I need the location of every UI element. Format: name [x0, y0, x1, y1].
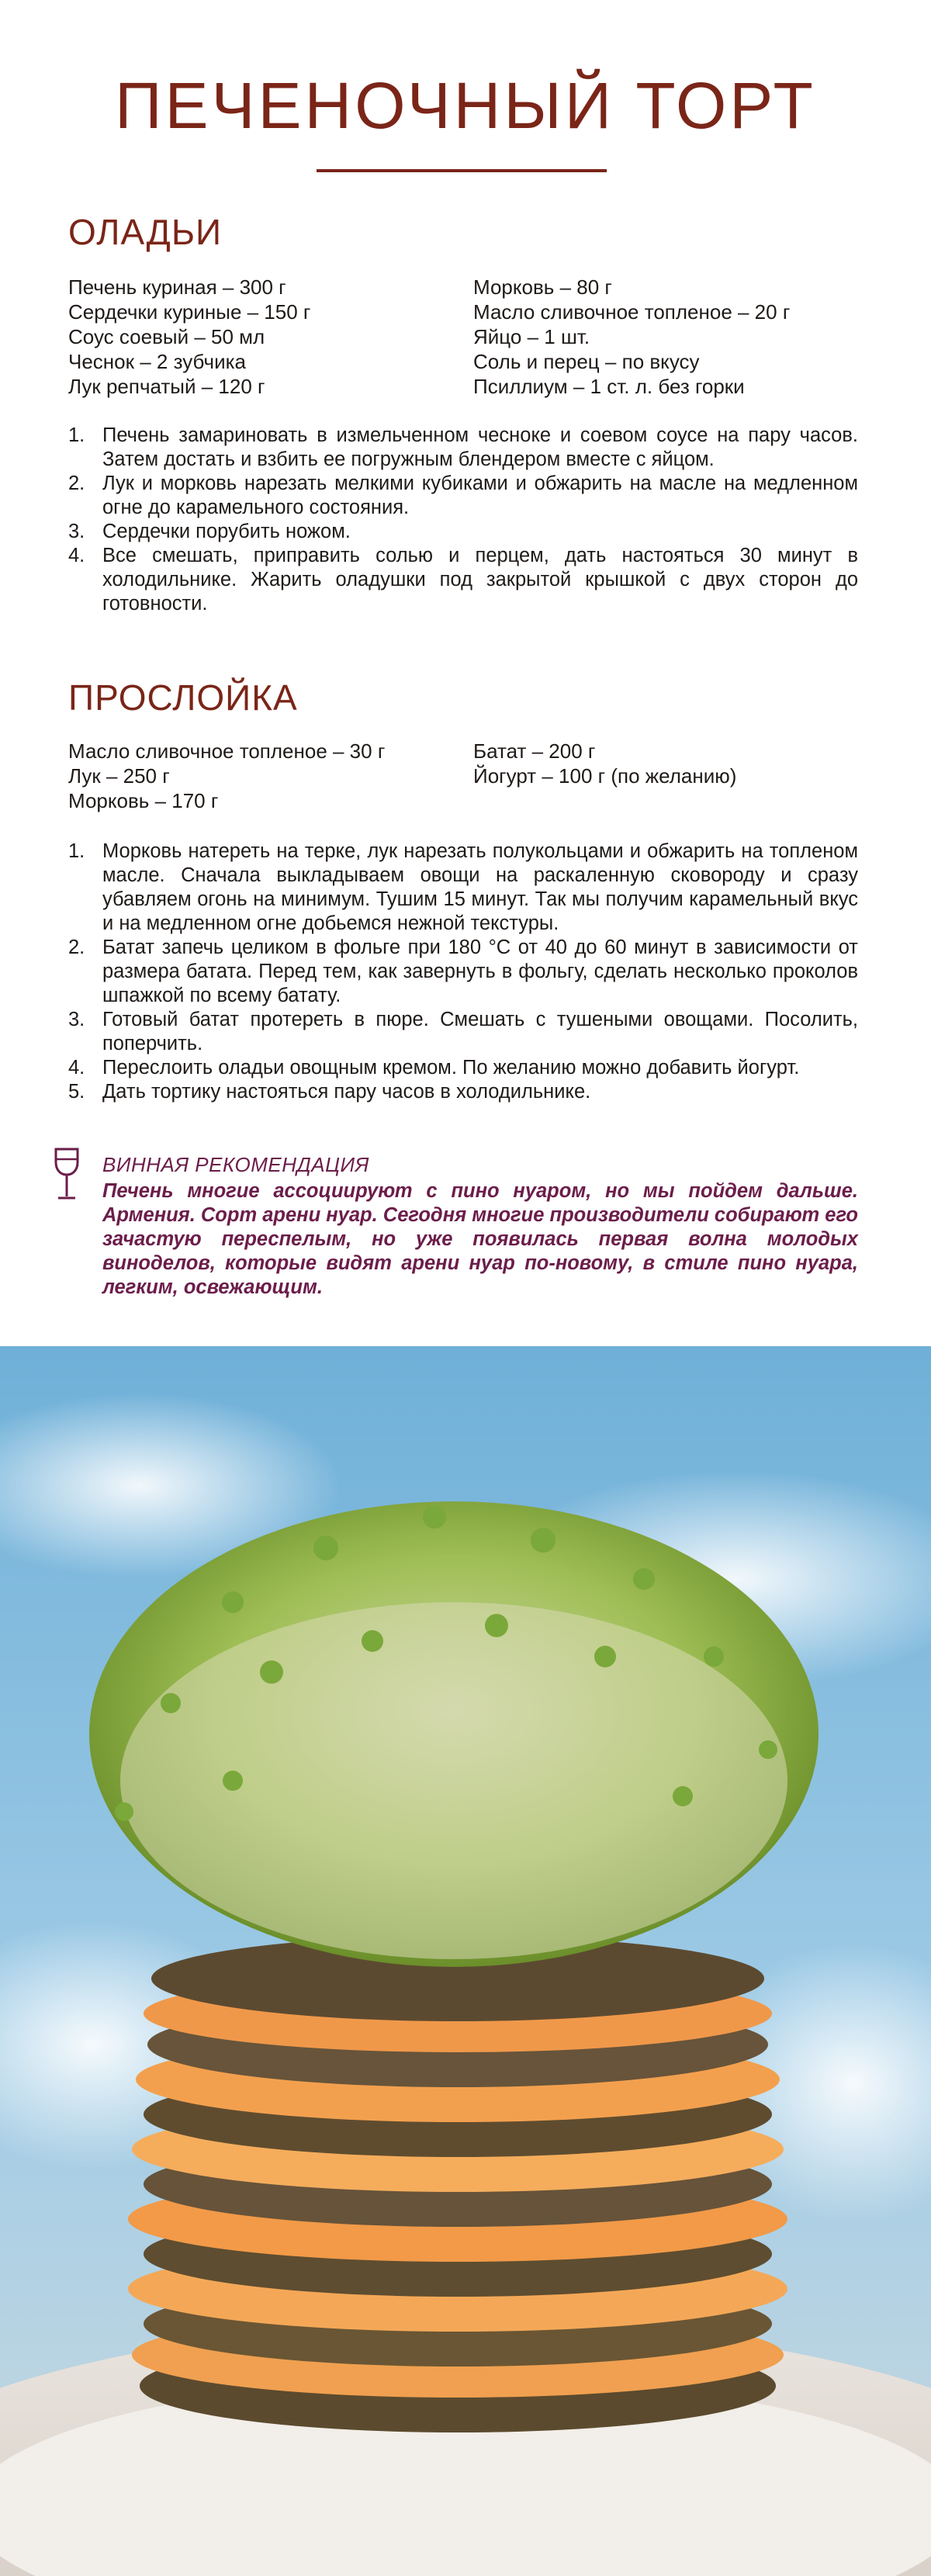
step-text: Морковь натереть на терке, лук нарезать полукольцами и обжарить на топленом масле. Сначала выкладываем овощи на раскаленную сковороду и сразу убавляем огонь на минимум. Тушим 15 минут. Так мы получим карамельный вкус и на медленном огне добьемся нежной текстуры.: [102, 840, 858, 934]
ingredients-right-prosloika: [473, 739, 736, 788]
step-number: 3.: [68, 1009, 85, 1030]
step-item: [68, 472, 858, 520]
step-number: 2.: [68, 937, 85, 958]
step-text: Сердечки порубить ножом.: [102, 521, 351, 542]
step-number: 4.: [68, 545, 85, 566]
ingredient-item: Лук – 250 г: [68, 764, 170, 788]
ingredient-item: Сердечки куриные – 150 г: [68, 300, 311, 324]
step-item: [68, 544, 858, 616]
ingredient-item: Лук репчатый – 120 г: [68, 375, 265, 398]
cake-photo: [0, 1346, 931, 2576]
step-number: 2.: [68, 473, 85, 494]
wine-text: Печень многие ассоциируют с пино нуаром, но мы пойдем дальше. Армения. Сорт арени нуар. Сегодня многие производители собирают его зачастую переспелым, но уже появилась первая волна молодых виноделов, которые видят арени нуар по-новому, в стиле пино нуара, легким, освежающим.: [102, 1180, 858, 1298]
ingredient-item: Соус соевый – 50 мл: [68, 325, 265, 348]
step-item: [68, 1056, 858, 1080]
step-number: 4.: [68, 1057, 85, 1079]
section-title-prosloika: ПРОСЛОЙКА: [68, 677, 298, 718]
ingredient-item: Морковь – 80 г: [473, 275, 612, 299]
step-number: 1.: [68, 424, 85, 446]
ingredient-item: Масло сливочное топленое – 20 г: [473, 300, 791, 324]
ingredient-item: Соль и перец – по вкусу: [473, 350, 700, 373]
step-text: Батат запечь целиком в фольге при 180 °C от 40 до 60 минут в зависимости от размера батата. Перед тем, как завернуть в фольгу, сделать несколько проколов шпажкой по всему батату.: [102, 937, 858, 1006]
page-title: ПЕЧЕНОЧНЫЙ ТОРТ: [115, 69, 816, 142]
section-title-oladi: ОЛАДЬИ: [68, 212, 223, 252]
step-text: Дать тортику настояться пару часов в холодильнике.: [102, 1081, 591, 1103]
ingredients-left-prosloika: [68, 739, 385, 813]
step-text: Переслоить оладьи овощным кремом. По желанию можно добавить йогурт.: [102, 1057, 800, 1079]
wine-title: ВИННАЯ РЕКОМЕНДАЦИЯ: [102, 1153, 369, 1176]
ingredients-right-oladi: [473, 275, 790, 399]
step-text: Лук и морковь нарезать мелкими кубиками и обжарить на масле на медленном огне до карамельного состояния.: [102, 473, 858, 518]
ingredients-left-oladi: [68, 275, 310, 399]
ingredient-item: Йогурт – 100 г (по желанию): [473, 764, 737, 788]
step-text: Печень замариновать в измельченном чесноке и соевом соусе на пару часов. Затем достать и взбить ее погружным блендером вместе с яйцом.: [102, 424, 858, 470]
ingredient-item: Масло сливочное топленое – 30 г: [68, 739, 386, 763]
ingredient-item: Яйцо – 1 шт.: [473, 325, 590, 348]
ingredient-item: Чеснок – 2 зубчика: [68, 350, 246, 373]
step-text: Все смешать, приправить солью и перцем, дать настояться 30 минут в холодильнике. Жарить оладушки под закрытой крышкой с двух сторон до готовности.: [102, 545, 858, 615]
step-item: [68, 520, 858, 544]
step-number: 5.: [68, 1081, 85, 1103]
title-divider: [317, 169, 607, 172]
ingredient-item: Батат – 200 г: [473, 739, 596, 763]
step-item: [68, 840, 858, 936]
step-number: 1.: [68, 840, 85, 862]
ingredient-item: Морковь – 170 г: [68, 789, 219, 812]
step-item: [68, 1080, 858, 1104]
cake-illustration: [0, 1346, 931, 2576]
step-item: [68, 424, 858, 472]
step-text: Готовый батат протереть в пюре. Смешать с тушеными овощами. Посолить, поперчить.: [102, 1009, 858, 1054]
steps-oladi: [68, 424, 858, 616]
wine-glass-icon: [51, 1147, 82, 1203]
ingredient-item: Печень куриная – 300 г: [68, 275, 286, 299]
ingredient-item: Псиллиум – 1 ст. л. без горки: [473, 375, 745, 398]
step-number: 3.: [68, 521, 85, 542]
steps-prosloika: [68, 840, 858, 1104]
step-item: [68, 1008, 858, 1056]
step-item: [68, 936, 858, 1008]
